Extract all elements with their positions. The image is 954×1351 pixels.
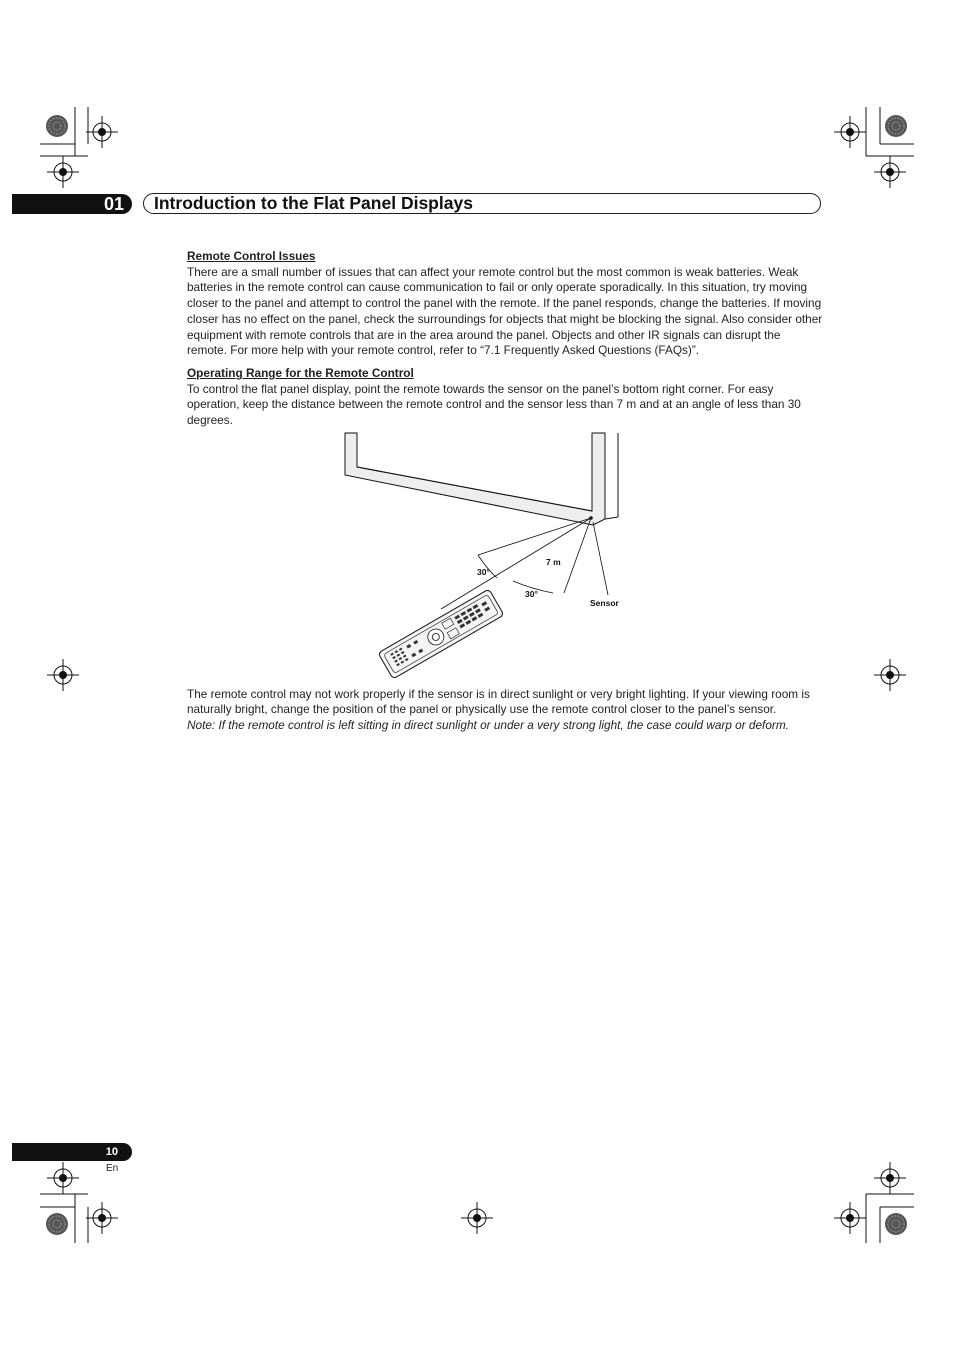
angle-left-label: 30° — [477, 566, 490, 577]
section-heading: Remote Control Issues — [187, 249, 316, 263]
distance-label: 7 m — [546, 556, 561, 567]
remote-control-illustration — [378, 589, 504, 679]
angle-right-label: 30° — [525, 588, 538, 599]
operating-range-illustration — [187, 429, 823, 687]
section-heading: Operating Range for the Remote Control — [187, 365, 414, 380]
section-body: To control the flat panel display, point the remote towards the sensor on the panel’s bottom right corner. For easy operation, keep the distance between the remote control and the sensor less than 7 m and at an angle of less than 30 degrees. — [187, 381, 801, 428]
note-paragraph: Note: If the remote control is left sitting in direct sunlight or under a very strong light, the case could warp or deform. — [187, 718, 789, 733]
sunlight-paragraph: The remote control may not work properly if the sensor is in direct sunlight or very bright lighting. If your viewing room is naturally bright, change the position of the panel or physically use the remote control closer to the panel’s sensor. — [187, 686, 810, 717]
operating-range-figure — [187, 429, 823, 687]
section-body: There are a small number of issues that can affect your remote control but the most common is weak batteries. Weak batteries in the remote control can cause communication to fail or only operate sporadically. In this situation, try moving closer to the panel and attempt to control the panel with the remote. If the panel responds, change the batteries. If moving closer has no effect on the panel, check the surroundings for objects that might be blocking the signal. Also consider other equipment with remote controls that are in the area around the panel. Objects and other IR signals can disrupt the remote. For more help with your remote control, refer to “7.1 Frequently Asked Questions (FAQs)”. — [187, 264, 823, 358]
section-operating-range — [187, 366, 823, 429]
sensor-label: Sensor — [590, 597, 619, 608]
page-number: 10 — [12, 1143, 132, 1161]
chapter-title: Introduction to the Flat Panel Displays — [154, 193, 473, 213]
page-content — [187, 249, 823, 734]
section-remote-control-issues — [187, 249, 823, 359]
chapter-number: 01 — [12, 194, 132, 214]
flat-panel-illustration — [345, 433, 618, 525]
page-language: En — [106, 1163, 119, 1174]
